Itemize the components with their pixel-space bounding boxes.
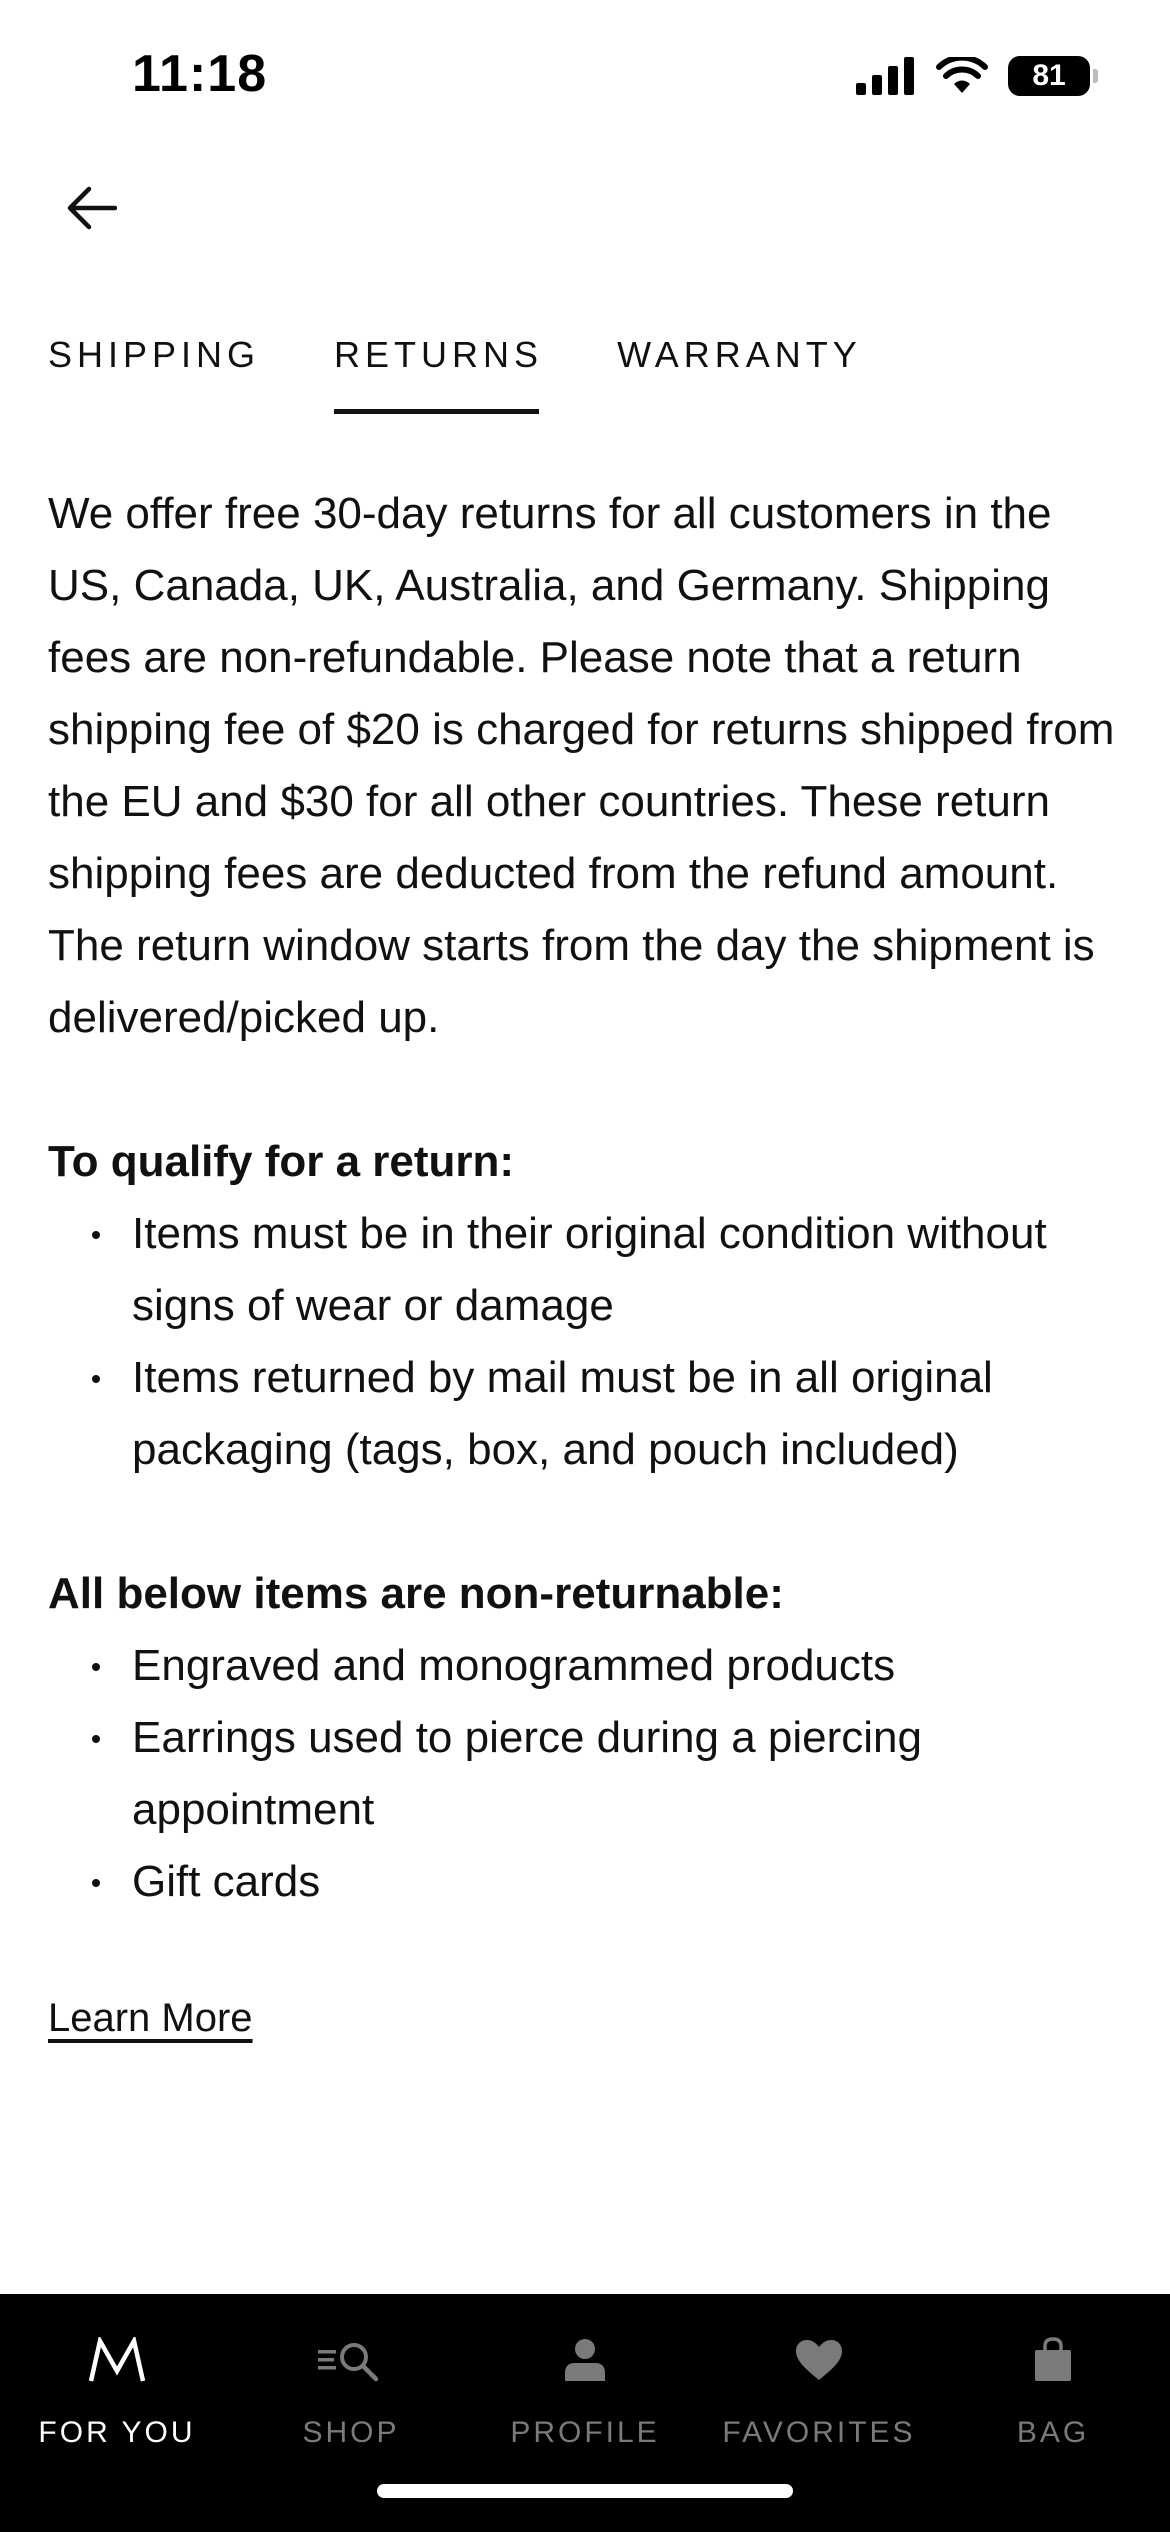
- list-item: Gift cards: [132, 1846, 1128, 1918]
- returns-intro: We offer free 30-day returns for all customers in the US, Canada, UK, Australia, and Germany. Shipping fees are non-refundable. Please note that a return shipping fee of $20 is charged for returns shipped from the EU and $30 for all other countries. These return shipping fees are deducted from the refund amount. The return window starts from the day the shipment is delivered/picked up.: [48, 489, 1115, 1042]
- nav-item-profile[interactable]: [468, 2294, 702, 2474]
- qualify-list: [48, 1198, 1128, 1486]
- cellular-signal-icon: [856, 57, 916, 95]
- learn-more-link[interactable]: Learn More: [48, 1996, 253, 2040]
- nav-label: SHOP: [302, 2416, 400, 2449]
- status-icons: [856, 56, 1090, 96]
- status-bar: [0, 0, 1170, 150]
- nonreturnable-list: [48, 1630, 1128, 1918]
- tab-shipping[interactable]: SHIPPING: [48, 334, 261, 375]
- battery-icon: [1008, 56, 1090, 96]
- shopping-bag-icon: [1013, 2320, 1093, 2400]
- arrow-left-icon: [67, 186, 117, 230]
- list-item: Earrings used to pierce during a piercing appointment: [132, 1702, 1128, 1846]
- heart-icon: [779, 2320, 859, 2400]
- nav-item-for-you[interactable]: [0, 2294, 234, 2474]
- tab-returns[interactable]: RETURNS: [334, 334, 543, 414]
- wifi-icon: [936, 57, 988, 95]
- qualify-heading: To qualify for a return:: [48, 1137, 515, 1186]
- home-indicator: [377, 2484, 793, 2498]
- tab-bar: [48, 334, 936, 414]
- tab-warranty[interactable]: WARRANTY: [617, 334, 862, 375]
- nav-item-bag[interactable]: [936, 2294, 1170, 2474]
- returns-content: [48, 478, 1128, 2054]
- back-button[interactable]: [60, 176, 124, 240]
- battery-cap: [1093, 69, 1098, 83]
- list-item: Items must be in their original condition without signs of wear or damage: [132, 1198, 1128, 1342]
- m-logo-icon: [77, 2320, 157, 2400]
- nav-item-favorites[interactable]: [702, 2294, 936, 2474]
- nav-label: FAVORITES: [722, 2416, 916, 2449]
- menu-search-icon: [311, 2320, 391, 2400]
- person-icon: [545, 2320, 625, 2400]
- battery-level: 81: [1032, 59, 1066, 92]
- nonreturnable-heading: All below items are non-returnable:: [48, 1569, 784, 1618]
- nav-label: FOR YOU: [38, 2416, 196, 2449]
- nav-item-shop[interactable]: [234, 2294, 468, 2474]
- list-item: Engraved and monogrammed products: [132, 1630, 1128, 1702]
- status-time: 11:18: [132, 45, 268, 103]
- nav-label: BAG: [1016, 2416, 1090, 2449]
- nav-label: PROFILE: [510, 2416, 660, 2449]
- list-item: Items returned by mail must be in all original packaging (tags, box, and pouch included): [132, 1342, 1128, 1486]
